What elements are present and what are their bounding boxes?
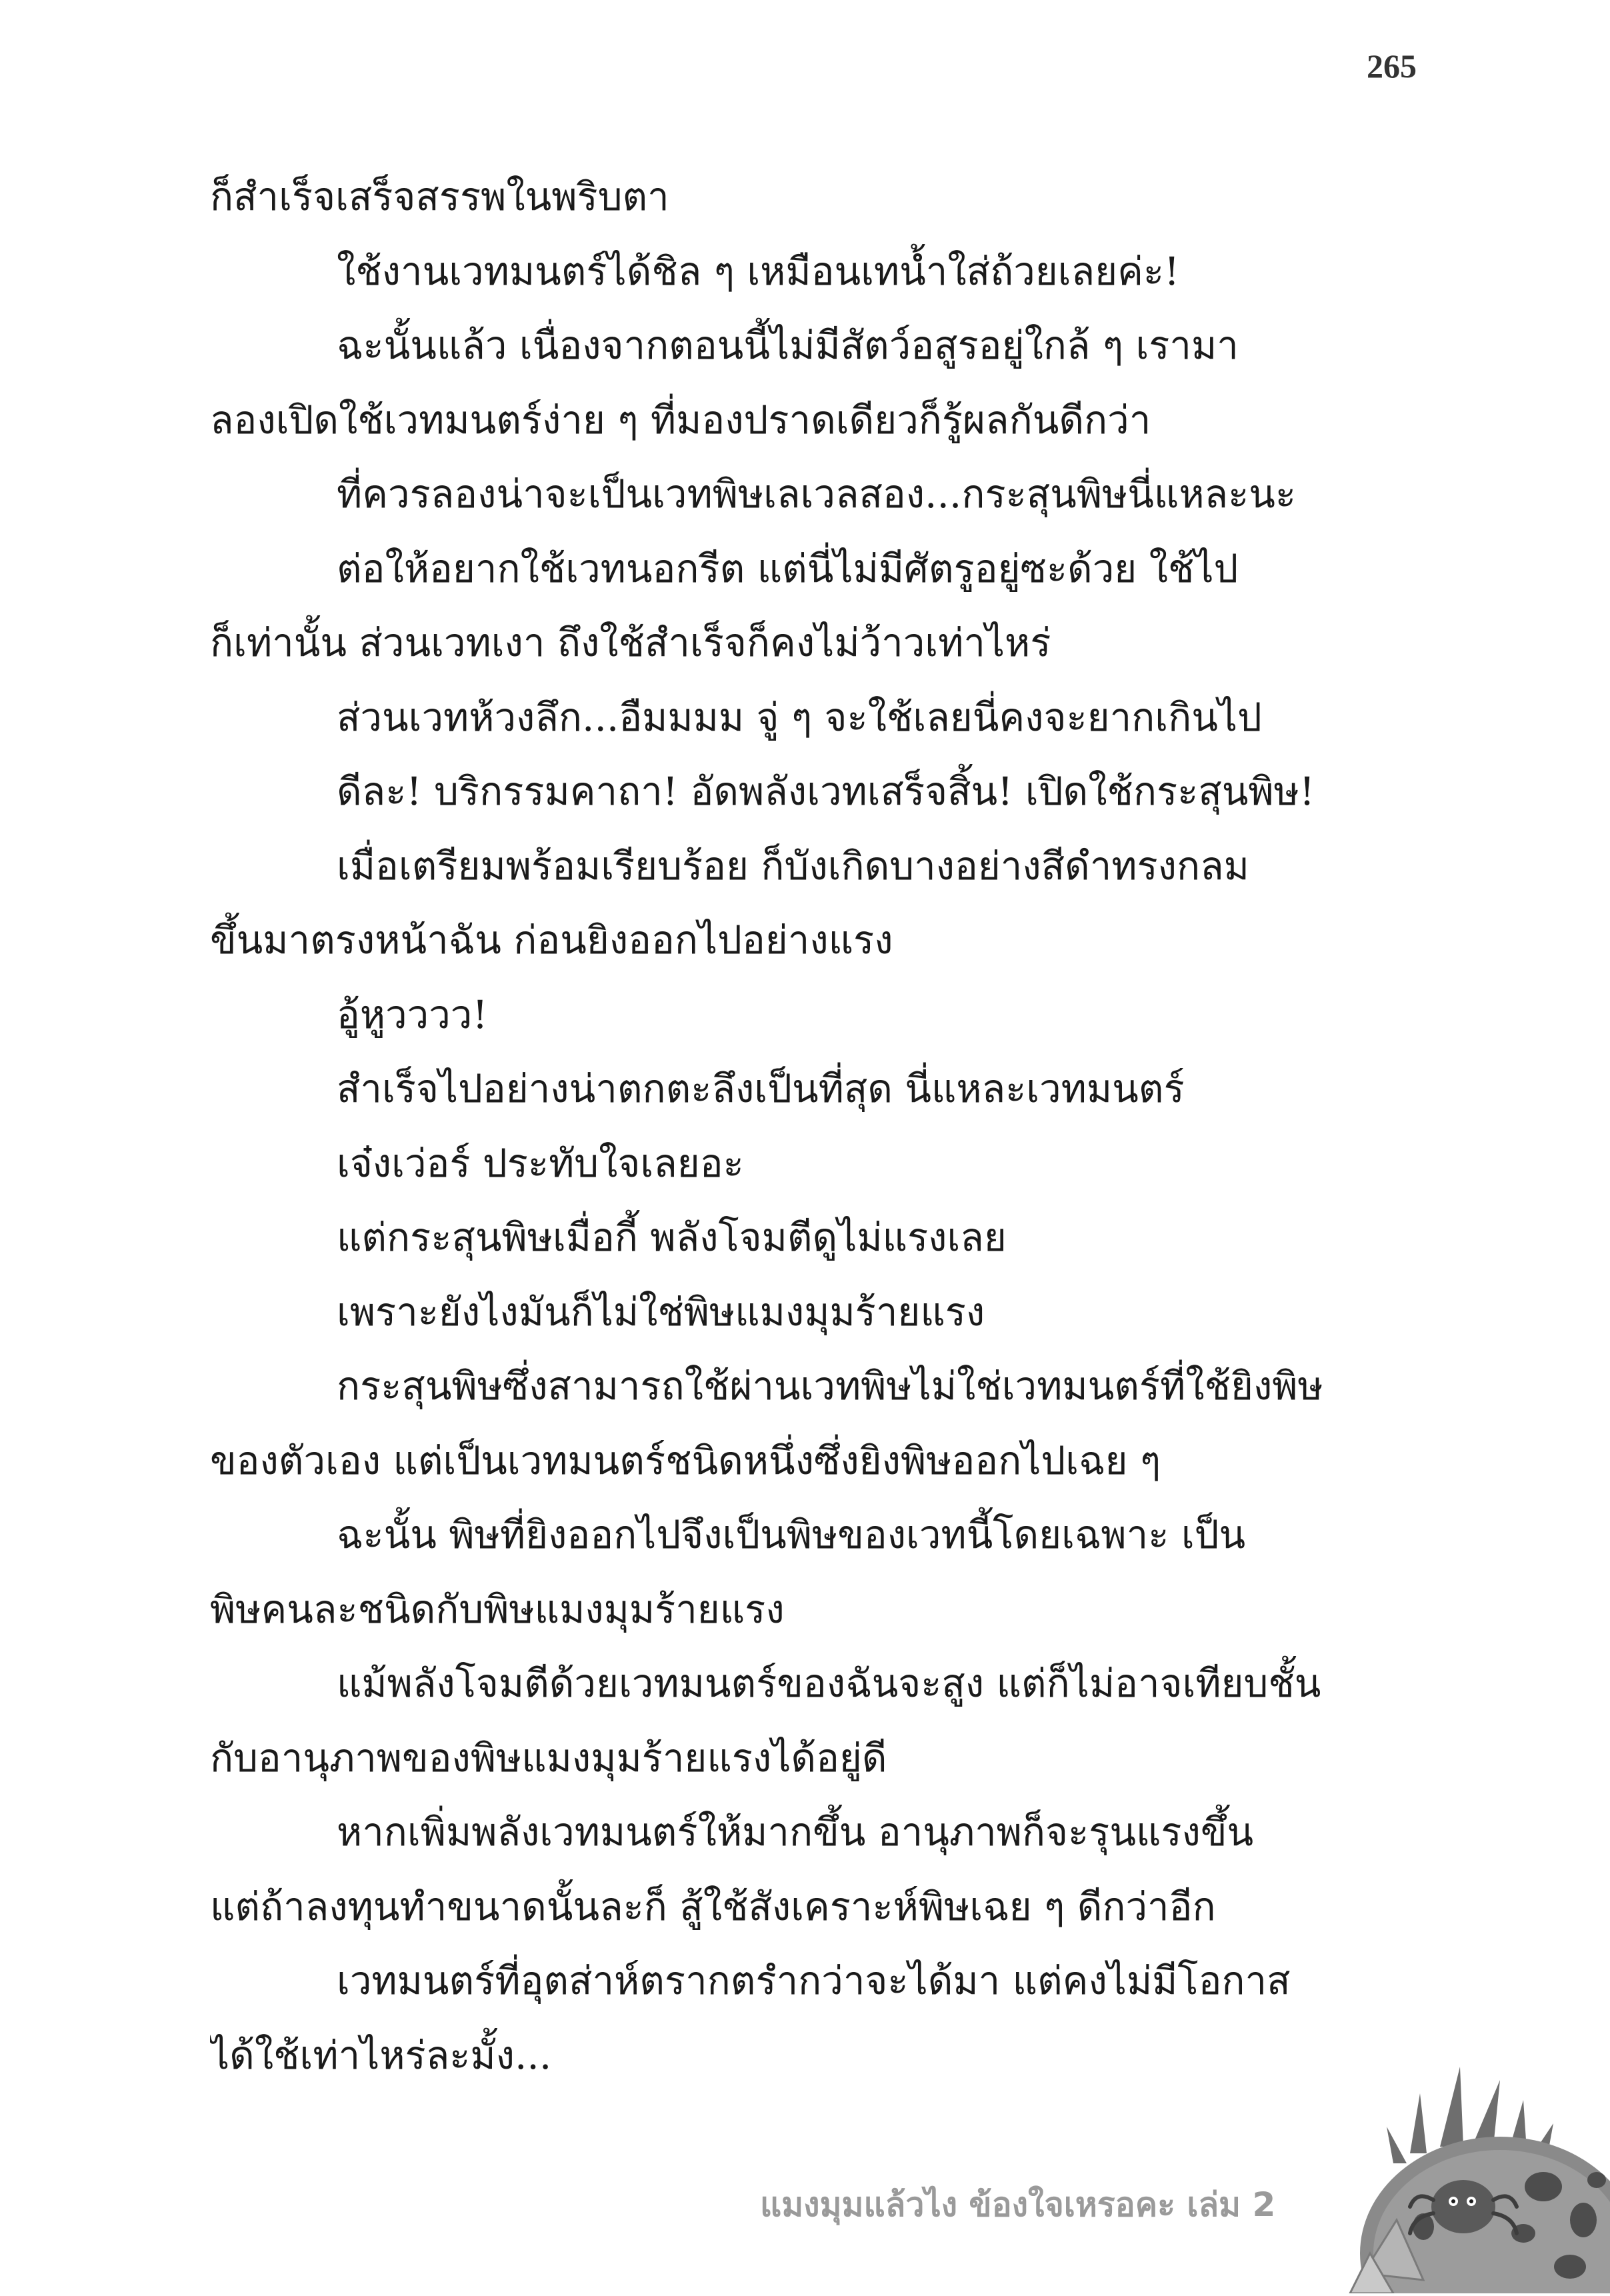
text-line: พิษคนละชนิดกับพิษแมงมุมร้ายแรง [210,1586,785,1632]
text-line: อู้หูวววว! [337,991,488,1037]
body-text [210,160,1410,2093]
text-line: ได้ใช้เท่าไหร่ละมั้ง... [210,2032,552,2078]
text-line: ที่ควรลองน่าจะเป็นเวทพิษเลเวลสอง...กระสุนพิษนี่แหละนะ [337,471,1297,517]
text-line: กับอานุภาพของพิษแมงมุมร้ายแรงได้อยู่ดี [210,1735,887,1781]
text-line: ดีละ! บริกรรมคาถา! อัดพลังเวทเสร็จสิ้น! เปิดใช้กระสุนพิษ! [337,769,1315,814]
text-line: สำเร็จไปอย่างน่าตกตะลึงเป็นที่สุด นี่แหละเวทมนตร์ [337,1066,1185,1111]
text-line: ขึ้นมาตรงหน้าฉัน ก่อนยิงออกไปอย่างแรง [210,917,893,963]
text-line: ต่อให้อยากใช้เวทนอกรีต แต่นี่ไม่มีศัตรูอยู่ซะด้วย ใช้ไป [337,545,1239,591]
text-line: แต่ถ้าลงทุนทำขนาดนั้นละก็ สู้ใช้สังเคราะห์พิษเฉย ๆ ดีกว่าอีก [210,1883,1216,1929]
text-line: เจ๋งเว่อร์ ประทับใจเลยอะ [337,1140,744,1186]
footer-book-title: แมงมุมแล้วไง ข้องใจเหรอคะ เล่ม 2 [760,2185,1276,2224]
text-line: ลองเปิดใช้เวทมนตร์ง่าย ๆ ที่มองปราดเดียวก็รู้ผลกันดีกว่า [210,397,1151,443]
page-number: 265 [1367,47,1417,85]
text-line: ใช้งานเวทมนตร์ได้ชิล ๆ เหมือนเทน้ำใส่ถ้วยเลยค่ะ! [337,248,1180,294]
text-line: เมื่อเตรียมพร้อมเรียบร้อย ก็บังเกิดบางอย่างสีดำทรงกลม [337,843,1249,889]
text-line: หากเพิ่มพลังเวทมนตร์ให้มากขึ้น อานุภาพก็จะรุนแรงขึ้น [337,1809,1254,1855]
text-line: ฉะนั้นแล้ว เนื่องจากตอนนี้ไม่มีสัตว์อสูรอยู่ใกล้ ๆ เรามา [337,323,1239,368]
text-line: ส่วนเวทห้วงลึก...อืมมมม จู่ ๆ จะใช้เลยนี่คงจะยากเกินไป [337,694,1262,740]
text-line: แม้พลังโจมตีด้วยเวทมนตร์ของฉันจะสูง แต่ก็ไม่อาจเทียบชั้น [337,1661,1321,1706]
text-line: ก็เท่านั้น ส่วนเวทเงา ถึงใช้สำเร็จก็คงไม่ว้าวเท่าไหร่ [210,620,1051,665]
text-line: เพราะยังไงมันก็ไม่ใช่พิษแมงมุมร้ายแรง [337,1289,985,1335]
text-line: ฉะนั้น พิษที่ยิงออกไปจึงเป็นพิษของเวทนี้โดยเฉพาะ เป็น [337,1512,1246,1557]
text-line: แต่กระสุนพิษเมื่อกี้ พลังโจมตีดูไม่แรงเลย [337,1215,1007,1260]
spider-egg-illustration-icon [1323,2053,1610,2293]
text-line: ก็สำเร็จเสร็จสรรพในพริบตา [210,174,669,219]
text-line: เวทมนตร์ที่อุตส่าห์ตรากตรำกว่าจะได้มา แต่คงไม่มีโอกาส [337,1958,1291,2003]
text-line: กระสุนพิษซึ่งสามารถใช้ผ่านเวทพิษไม่ใช่เวทมนตร์ที่ใช้ยิงพิษ [337,1363,1323,1409]
text-line: ของตัวเอง แต่เป็นเวทมนตร์ชนิดหนึ่งซึ่งยิงพิษออกไปเฉย ๆ [210,1437,1161,1483]
